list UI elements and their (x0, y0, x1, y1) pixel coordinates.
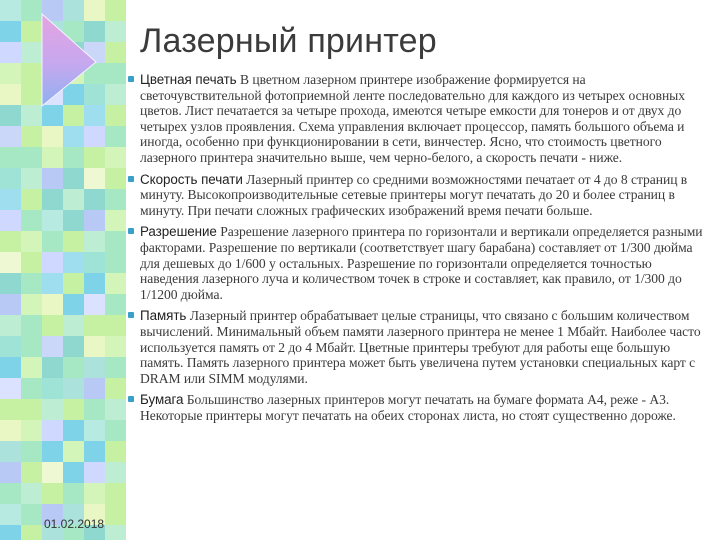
mosaic-tile (42, 357, 63, 378)
mosaic-tile (0, 168, 21, 189)
item-paragraph (140, 172, 706, 219)
mosaic-tile (105, 315, 126, 336)
mosaic-tile (105, 84, 126, 105)
mosaic-tile (84, 399, 105, 420)
mosaic-tile (21, 189, 42, 210)
mosaic-tile (42, 231, 63, 252)
mosaic-tile (42, 378, 63, 399)
mosaic-tile (0, 21, 21, 42)
mosaic-tile (21, 147, 42, 168)
mosaic-tile (21, 168, 42, 189)
mosaic-tile (84, 420, 105, 441)
mosaic-tile (84, 336, 105, 357)
mosaic-tile (105, 462, 126, 483)
mosaic-tile (105, 252, 126, 273)
triangle-decoration-icon (38, 10, 98, 110)
mosaic-tile (105, 21, 126, 42)
mosaic-tile (105, 441, 126, 462)
mosaic-tile (84, 231, 105, 252)
mosaic-tile (21, 231, 42, 252)
mosaic-tile (63, 189, 84, 210)
mosaic-tile (0, 210, 21, 231)
mosaic-tile (84, 252, 105, 273)
mosaic-tile (84, 441, 105, 462)
mosaic-tile (21, 210, 42, 231)
item-paragraph (140, 392, 706, 423)
square-bullet-icon (128, 312, 134, 318)
mosaic-tile (21, 462, 42, 483)
mosaic-tile (84, 273, 105, 294)
mosaic-tile (63, 399, 84, 420)
mosaic-tile (0, 63, 21, 84)
mosaic-tile (84, 483, 105, 504)
mosaic-tile (0, 231, 21, 252)
item-heading: Бумага (140, 392, 184, 408)
mosaic-tile (0, 189, 21, 210)
mosaic-tile (0, 462, 21, 483)
mosaic-tile (42, 168, 63, 189)
mosaic-tile (21, 252, 42, 273)
mosaic-tile (105, 357, 126, 378)
mosaic-tile (105, 399, 126, 420)
mosaic-tile (21, 525, 42, 540)
mosaic-tile (105, 420, 126, 441)
mosaic-tile (105, 63, 126, 84)
item-paragraph (140, 72, 706, 166)
mosaic-tile (105, 231, 126, 252)
mosaic-tile (84, 126, 105, 147)
mosaic-tile (21, 378, 42, 399)
mosaic-tile (42, 273, 63, 294)
mosaic-tile (42, 210, 63, 231)
mosaic-tile (21, 483, 42, 504)
mosaic-tile (63, 441, 84, 462)
mosaic-tile (84, 462, 105, 483)
mosaic-tile (42, 420, 63, 441)
mosaic-tile (21, 504, 42, 525)
mosaic-tile (105, 147, 126, 168)
mosaic-tile (0, 399, 21, 420)
mosaic-tile (84, 147, 105, 168)
mosaic-tile (0, 441, 21, 462)
mosaic-tile (0, 105, 21, 126)
mosaic-tile (21, 420, 42, 441)
slide-date: 01.02.2018 (44, 517, 105, 531)
square-bullet-icon (128, 176, 134, 182)
mosaic-tile (105, 525, 126, 540)
mosaic-tile (21, 357, 42, 378)
mosaic-tile (63, 357, 84, 378)
mosaic-tile (0, 252, 21, 273)
mosaic-tile (42, 441, 63, 462)
mosaic-tile (42, 336, 63, 357)
mosaic-tile (63, 420, 84, 441)
mosaic-tile (21, 399, 42, 420)
mosaic-tile (84, 189, 105, 210)
mosaic-tile (63, 294, 84, 315)
item-heading: Скорость печати (140, 171, 243, 187)
mosaic-tile (0, 525, 21, 540)
mosaic-tile (63, 336, 84, 357)
mosaic-tile (63, 378, 84, 399)
mosaic-tile (42, 189, 63, 210)
mosaic-tile (84, 294, 105, 315)
mosaic-tile (105, 273, 126, 294)
mosaic-tile (63, 168, 84, 189)
mosaic-tile (0, 336, 21, 357)
mosaic-tile (21, 315, 42, 336)
mosaic-tile (0, 315, 21, 336)
item-paragraph (140, 224, 706, 302)
mosaic-tile (63, 483, 84, 504)
mosaic-tile (84, 168, 105, 189)
square-bullet-icon (128, 396, 134, 402)
item-text: Лазерный принтер со средними возможностями печатает от 4 до 8 страниц в минуту. Высокопроизводительные сетевые принтеры могут печатать до 20 и более страниц в минуту. При печати сложных графических изображений время печати больше. (140, 171, 688, 218)
slide-title: Лазерный принтер (140, 22, 437, 60)
mosaic-tile (42, 252, 63, 273)
mosaic-tile (0, 483, 21, 504)
item-text: В цветном лазерном принтере изображение формируется на светочувствительной фотоприемной ленте последовательно для каждого из четырех основных цветов. Лист печатается за четыре прохода, имеются четыре емкости для тонеров и от двух до четырех узлов проявления. Схема управления включает процессор, память большого объема и иногда, особенно при функционировании в сети, винчестер. Ясно, что стоимость цветного лазерного принтера значительно выше, чем черно-белого, а скорость печати - ниже. (140, 72, 685, 165)
mosaic-tile (63, 147, 84, 168)
mosaic-tile (0, 378, 21, 399)
list-item (140, 224, 706, 302)
mosaic-tile (105, 189, 126, 210)
square-bullet-icon (128, 76, 134, 82)
mosaic-tile (42, 462, 63, 483)
mosaic-tile (42, 399, 63, 420)
mosaic-tile (42, 315, 63, 336)
square-bullet-icon (128, 228, 134, 234)
mosaic-tile (0, 294, 21, 315)
mosaic-tile (42, 147, 63, 168)
mosaic-tile (63, 126, 84, 147)
item-text: Большинство лазерных принтеров могут печатать на бумаге формата А4, реже - А3. Некоторые принтеры могут печатать на обеих сторонах листа, но стоят существенно дороже. (140, 392, 676, 423)
content-list (140, 72, 706, 429)
mosaic-tile (42, 294, 63, 315)
mosaic-tile (105, 294, 126, 315)
list-item (140, 392, 706, 423)
mosaic-tile (105, 168, 126, 189)
mosaic-tile (21, 273, 42, 294)
item-heading: Память (140, 308, 187, 324)
mosaic-tile (0, 504, 21, 525)
mosaic-tile (105, 0, 126, 21)
mosaic-tile (105, 105, 126, 126)
mosaic-tile (84, 210, 105, 231)
mosaic-tile (63, 315, 84, 336)
mosaic-tile (105, 210, 126, 231)
mosaic-tile (0, 0, 21, 21)
item-text: Лазерный принтер обрабатывает целые страницы, что связано с большим количеством вычислений. Минимальный объем памяти лазерного принтера не менее 1 Мбайт. Наиболее часто используется память от 2 до 4 Мбайт. Цветные принтеры требуют для работы еще большую память. Память лазерного принтера может быть увеличена путем установки специальных карт с DRAM или SIMM модулями. (140, 308, 701, 386)
mosaic-tile (105, 483, 126, 504)
mosaic-tile (84, 378, 105, 399)
mosaic-tile (42, 483, 63, 504)
mosaic-tile (105, 42, 126, 63)
mosaic-tile (63, 210, 84, 231)
item-paragraph (140, 308, 706, 386)
mosaic-tile (21, 294, 42, 315)
item-heading: Цветная печать (140, 72, 237, 87)
list-item (140, 72, 706, 166)
list-item (140, 308, 706, 386)
item-heading: Разрешение (140, 224, 217, 240)
mosaic-tile (42, 126, 63, 147)
mosaic-tile (105, 126, 126, 147)
mosaic-tile (63, 462, 84, 483)
mosaic-tile (0, 357, 21, 378)
mosaic-tile (0, 84, 21, 105)
mosaic-tile (63, 252, 84, 273)
mosaic-tile (105, 504, 126, 525)
mosaic-tile (21, 441, 42, 462)
mosaic-tile (84, 357, 105, 378)
mosaic-tile (21, 336, 42, 357)
mosaic-tile (21, 126, 42, 147)
mosaic-tile (0, 420, 21, 441)
mosaic-tile (0, 42, 21, 63)
mosaic-tile (0, 273, 21, 294)
mosaic-tile (105, 336, 126, 357)
mosaic-tile (105, 378, 126, 399)
mosaic-tile (0, 147, 21, 168)
mosaic-tile (0, 126, 21, 147)
mosaic-tile (84, 315, 105, 336)
mosaic-tile (63, 273, 84, 294)
item-text: Разрешение лазерного принтера по горизонтали и вертикали определяется разными факторами. Разрешение по вертикали (соответствует шагу барабана) составляет от 1/300 дюйма для дешевых до 1/600 у остальных. Разрешение по горизонтали определяется точностью наведения лазерного луча и количеством точек в строке и составляет, как правило, от 1/300 до 1/1200 дюйма. (140, 224, 703, 302)
list-item (140, 172, 706, 219)
mosaic-tile (63, 231, 84, 252)
